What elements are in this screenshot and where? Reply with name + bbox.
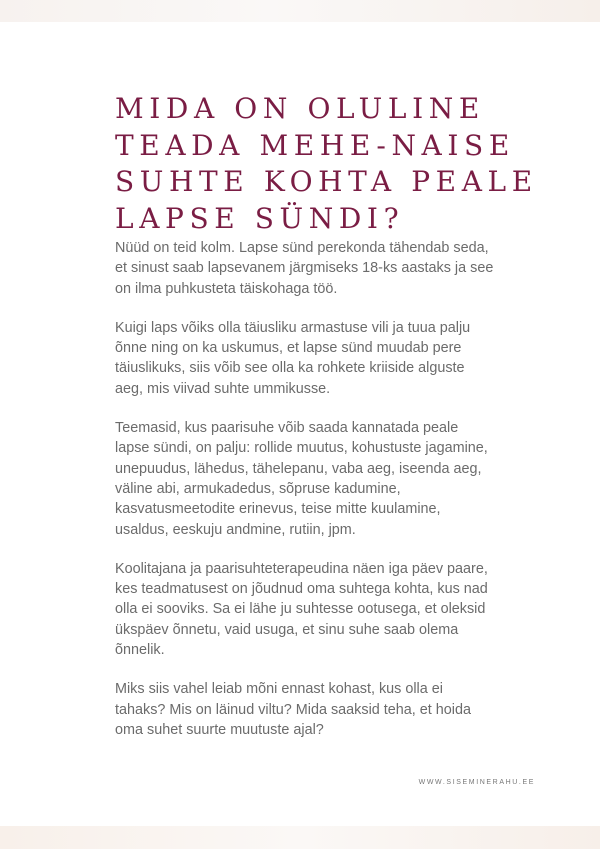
paragraph: Kuigi laps võiks olla täiusliku armastuse vili ja tuua palju õnne ning on ka uskumus, et lapse sünd muudab pere täiuslikuks, siis võib see olla ka rohkete kriiside alguste aeg, mis viivad suhte ummikusse. bbox=[115, 319, 471, 397]
title-line: LAPSE SÜNDI? bbox=[115, 201, 405, 235]
paragraph: Nüüd on teid kolm. Lapse sünd perekonda tähendab seda, et sinust saab lapsevanem järgmiseks 18-ks aastaks ja see on ilma puhkusteta täiskohaga töö. bbox=[115, 240, 494, 297]
paragraph: Koolitajana ja paarisuhteterapeudina näen iga päev paare, kes teadmatusest on jõudnud oma suhtega kohta, kus nad olla ei sooviks. Sa ei lähe ju suhtesse ootusega, et oleksid ükspäev õnnetu, vaid usuga, et sinu suhe saab olema õnnelik. bbox=[115, 560, 488, 659]
website-link[interactable]: WWW.SISEMINERAHU.EE bbox=[418, 779, 535, 786]
page-title bbox=[115, 91, 575, 237]
top-decorative-band bbox=[0, 0, 600, 22]
paragraph: Teemasid, kus paarisuhe võib saada kannatada peale lapse sündi, on palju: rollide muutus, kohustuste jagamine, unepuudus, lähedus, tähelepanu, vaba aeg, iseenda aeg, väline abi, armukadedus, sõpruse kadumine, kasvatusmeetodite erinevus, teise mitte kuulamine, usaldus, eeskuju andmine, rutiin, jpm. bbox=[115, 420, 488, 538]
title-line: TEADA MEHE-NAISE bbox=[115, 128, 515, 162]
bottom-decorative-band bbox=[0, 826, 600, 849]
title-line: SUHTE KOHTA PEALE bbox=[115, 165, 538, 198]
paragraph: Miks siis vahel leiab mõni ennast kohast, kus olla ei tahaks? Mis on läinud viltu? Mida saaksid teha, et hoida oma suhet suurte muutuste ajal? bbox=[115, 681, 471, 738]
title-line: MIDA ON OLULINE bbox=[115, 92, 485, 125]
article-body bbox=[115, 238, 495, 759]
